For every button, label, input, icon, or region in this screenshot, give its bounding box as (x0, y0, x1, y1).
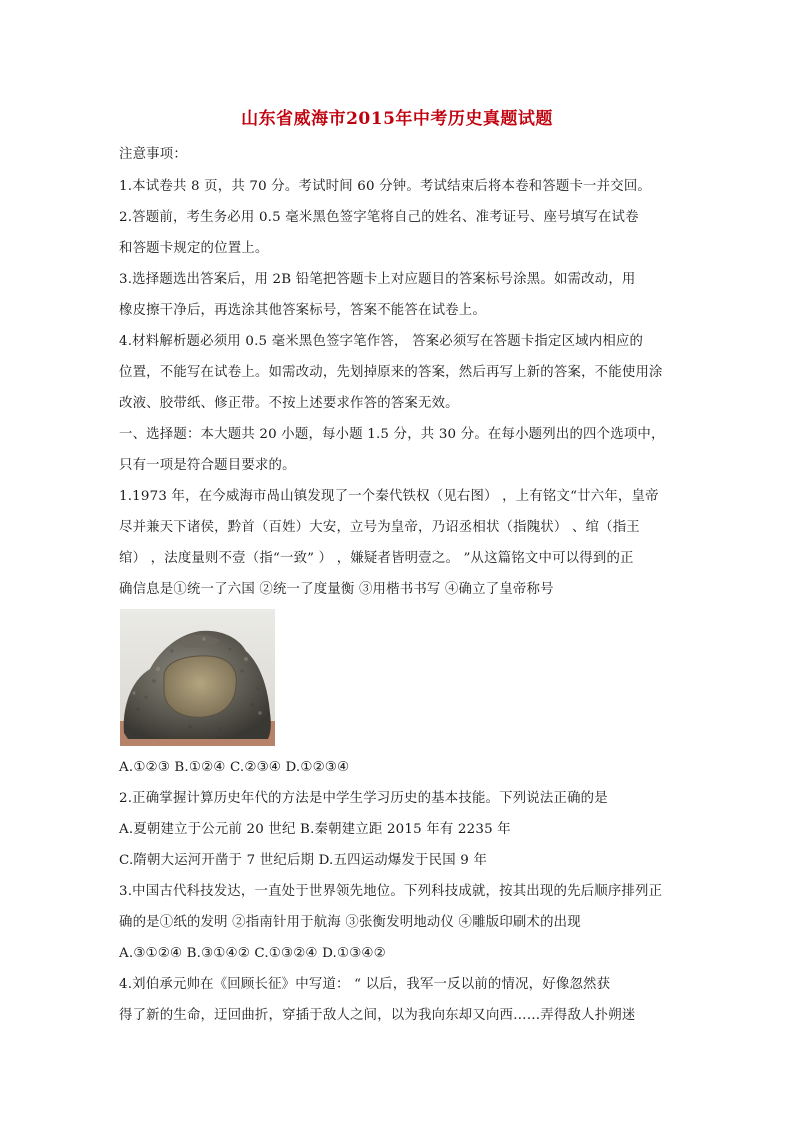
question-1-stem: 绾） ，法度量则不壹（指“一致” ） ，嫌疑者皆明壹之。 ”从这篇铭文中可以得到的正 (119, 551, 634, 566)
question-1-stem: 确信息是①统一了六国 ②统一了度量衡 ③用楷书书写 ④确立了皇帝称号 (119, 582, 554, 597)
question-3-options: A.③①②④ B.③①④② C.①③②④ D.①③④② (119, 946, 386, 961)
question-4-stem: 得了新的生命，迂回曲折，穿插于敌人之间，以为我向东却又向西……弄得敌人扑朔迷 (119, 1008, 636, 1023)
notice-item: 改液、胶带纸、修正带。不按上述要求作答的答案无效。 (119, 396, 459, 411)
notice-heading: 注意事项： (119, 147, 187, 162)
question-1-stem: 尽并兼天下诸侯，黔首（百姓）大安，立号为皇帝，乃诏丞相状（指隗状） 、绾（指王 (119, 520, 640, 535)
question-3-stem: 3.中国古代科技发达，一直处于世界领先地位。下列科技成就，按其出现的先后顺序排列正 (119, 884, 663, 899)
notice-item: 橡皮擦干净后，再选涂其他答案标号，答案不能答在试卷上。 (119, 303, 486, 318)
qin-iron-weight-photo (120, 609, 275, 746)
question-1-stem: 1.1973 年，在今威海市咼山镇发现了一个秦代铁权（见右图） ，上有铭文“廿六年，皇帝 (119, 489, 659, 504)
exam-title: 山东省威海市2015年中考历史真题试题 (241, 109, 553, 129)
question-4-stem: 4.刘伯承元帅在《回顾长征》中写道： “ 以后，我军一反以前的情况，好像忽然获 (119, 977, 611, 992)
notice-item: 4.材料解析题必须用 0.5 毫米黑色签字笔作答， 答案必须写在答题卡指定区域内相应的 (119, 334, 644, 349)
question-2-option-line: C.隋朝大运河开凿于 7 世纪后期 D.五四运动爆发于民国 9 年 (119, 853, 488, 868)
notice-item: 3.选择题选出答案后，用 2B 铅笔把答题卡上对应题目的答案标号涂黑。如需改动，用 (119, 272, 636, 287)
notice-item: 2.答题前，考生务必用 0.5 毫米黑色签字笔将自己的姓名、准考证号、座号填写在试卷 (119, 210, 639, 225)
notice-item: 位置，不能写在试卷上。如需改动，先划掉原来的答案，然后再写上新的答案，不能使用涂 (119, 365, 663, 380)
section-heading: 一、选择题：本大题共 20 小题，每小题 1.5 分，共 30 分。在每小题列出的四个选项中， (119, 427, 665, 442)
notice-item: 1.本试卷共 8 页，共 70 分。考试时间 60 分钟。考试结束后将本卷和答题卡一并交回。 (119, 179, 652, 194)
notice-item: 和答题卡规定的位置上。 (119, 241, 269, 256)
question-2-stem: 2.正确掌握计算历史年代的方法是中学生学习历史的基本技能。下列说法正确的是 (119, 791, 608, 806)
question-1-options: A.①②③ B.①②④ C.②③④ D.①②③④ (119, 760, 350, 775)
question-2-option-line: A.夏朝建立于公元前 20 世纪 B.秦朝建立距 2015 年有 2235 年 (119, 822, 511, 837)
section-heading: 只有一项是符合题目要求的。 (119, 458, 296, 473)
question-3-stem: 确的是①纸的发明 ②指南针用于航海 ③张衡发明地动仪 ④雕版印刷术的出现 (119, 915, 581, 930)
